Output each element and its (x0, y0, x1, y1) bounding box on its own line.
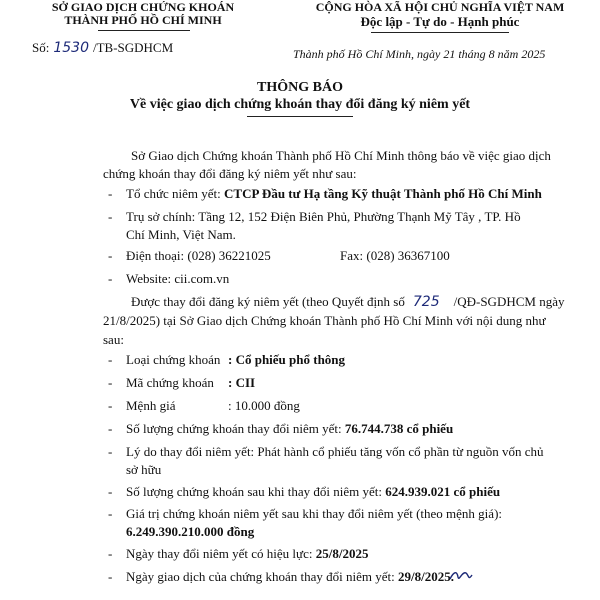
detail-value-item: - Giá trị chứng khoán niêm yết sau khi thay đổi niêm yết (theo mệnh giá): (108, 506, 503, 521)
org-website-item: - Website: cii.com.vn (108, 271, 230, 286)
detail-qty-after-label: Số lượng chứng khoán sau khi thay đổi niêm yết: (126, 484, 386, 499)
detail-type-item: - Loại chứng khoán (108, 352, 221, 367)
detail-type-label: Loại chứng khoán (126, 352, 221, 367)
detail-trading-label: Ngày giao dịch của chứng khoán thay đổi niêm yết: (126, 569, 399, 584)
org-fax: Fax: (028) 36367100 (340, 248, 450, 263)
detail-reason-item: - Lý do thay đổi niêm yết: Phát hành cổ phiếu tăng vốn cổ phần từ nguồn vốn chủ (108, 444, 544, 459)
initials-mark (448, 567, 474, 585)
decision-number-handwritten: 725 (412, 294, 440, 310)
doc-no-suffix: /TB-SGDHCM (92, 40, 174, 55)
org-address-line-1: Trụ sở chính: Tầng 12, 152 Điện Biên Phủ, Phường Thạnh Mỹ Tây , TP. Hồ (126, 209, 521, 224)
detail-code-item: - Mã chứng khoán (108, 375, 214, 390)
detail-trading-item: - Ngày giao dịch của chứng khoán thay đổi niêm yết: 29/8/2025. (108, 569, 455, 584)
issuer-org-line2: THÀNH PHỐ HỒ CHÍ MINH (64, 13, 222, 27)
detail-reason-line-2: sở hữu (126, 462, 162, 477)
detail-qty-after-item: - Số lượng chứng khoán sau khi thay đổi niêm yết: 624.939.021 cổ phiếu (108, 484, 501, 499)
national-title: CỘNG HÒA XÃ HỘI CHỦ NGHĨA VIỆT NAM (315, 0, 565, 14)
org-name-item: - Tổ chức niêm yết: CTCP Đầu tư Hạ tầng Kỹ thuật Thành phố Hồ Chí Minh (108, 186, 542, 201)
detail-type-value: : Cổ phiếu phổ thông (228, 352, 346, 367)
decision-line-2: 21/8/2025) tại Sở Giao dịch Chứng khoán Thành phố Hồ Chí Minh với nội dung như (103, 313, 546, 328)
doc-no-prefix: Số: (32, 40, 50, 55)
detail-code-label: Mã chứng khoán (126, 375, 214, 390)
org-website: Website: cii.com.vn (126, 271, 230, 286)
national-motto: Độc lập - Tự do - Hạnh phúc (360, 14, 520, 29)
detail-par-label: Mệnh giá (126, 398, 176, 413)
detail-code-value: : CII (228, 375, 256, 390)
document-date: Thành phố Hồ Chí Minh, ngày 21 tháng 8 năm 2025 (293, 47, 546, 61)
doc-no-handwritten: 1530 (53, 40, 89, 56)
org-name-label: Tổ chức niêm yết: (126, 186, 225, 201)
intro-line-2: chứng khoán thay đổi đăng ký niêm yết như sau: (103, 166, 357, 181)
detail-reason-line-1: Lý do thay đổi niêm yết: Phát hành cổ phiếu tăng vốn cổ phần từ nguồn vốn chủ (126, 444, 544, 459)
decision-line-3: sau: (103, 332, 124, 347)
org-address-line-2: Chí Minh, Việt Nam. (126, 227, 236, 242)
document-number (32, 40, 173, 56)
detail-value-line-1: Giá trị chứng khoán niêm yết sau khi thay đổi niêm yết (theo mệnh giá): (126, 506, 503, 521)
notice-title: THÔNG BÁO (257, 80, 343, 95)
decision-line-1 (131, 294, 564, 310)
detail-par-item: - Mệnh giá (108, 398, 176, 413)
title-underline (247, 116, 353, 117)
decision-suffix: /QĐ-SGDHCM ngày (453, 294, 565, 309)
detail-par-value: : 10.000 đồng (228, 398, 300, 413)
intro-line-1: Sở Giao dịch Chứng khoán Thành phố Hồ Chí Minh thông báo về việc giao dịch (131, 148, 551, 163)
org-address-item: - Trụ sở chính: Tầng 12, 152 Điện Biên Phủ, Phường Thạnh Mỹ Tây , TP. Hồ (108, 209, 521, 224)
detail-effective-item: - Ngày thay đổi niêm yết có hiệu lực: 25/8/2025 (108, 546, 369, 561)
motto-underline (371, 32, 509, 33)
issuer-org-line1: SỞ GIAO DỊCH CHỨNG KHOÁN (51, 0, 235, 14)
detail-effective-label: Ngày thay đổi niêm yết có hiệu lực: (126, 546, 316, 561)
detail-trading-value: 29/8/2025. (398, 569, 455, 584)
detail-value-line-2: 6.249.390.210.000 đồng (126, 524, 255, 539)
org-phone: Điện thoại: (028) 36221025 (126, 248, 271, 263)
org-phone-item: - Điện thoại: (028) 36221025 (108, 248, 271, 263)
issuer-underline (98, 30, 190, 31)
detail-qty-after-value: 624.939.021 cổ phiếu (385, 484, 501, 499)
detail-qty-change-item: - Số lượng chứng khoán thay đổi niêm yết: 76.744.738 cổ phiếu (108, 421, 454, 436)
notice-subtitle: Về việc giao dịch chứng khoán thay đổi đăng ký niêm yết (129, 97, 471, 112)
decision-prefix: Được thay đổi đăng ký niêm yết (theo Quyết định số (131, 294, 405, 309)
org-name-value: CTCP Đầu tư Hạ tầng Kỹ thuật Thành phố Hồ Chí Minh (224, 186, 542, 201)
detail-qty-change-label: Số lượng chứng khoán thay đổi niêm yết: (126, 421, 345, 436)
detail-effective-value: 25/8/2025 (315, 546, 369, 561)
detail-qty-change-value: 76.744.738 cổ phiếu (344, 421, 454, 436)
